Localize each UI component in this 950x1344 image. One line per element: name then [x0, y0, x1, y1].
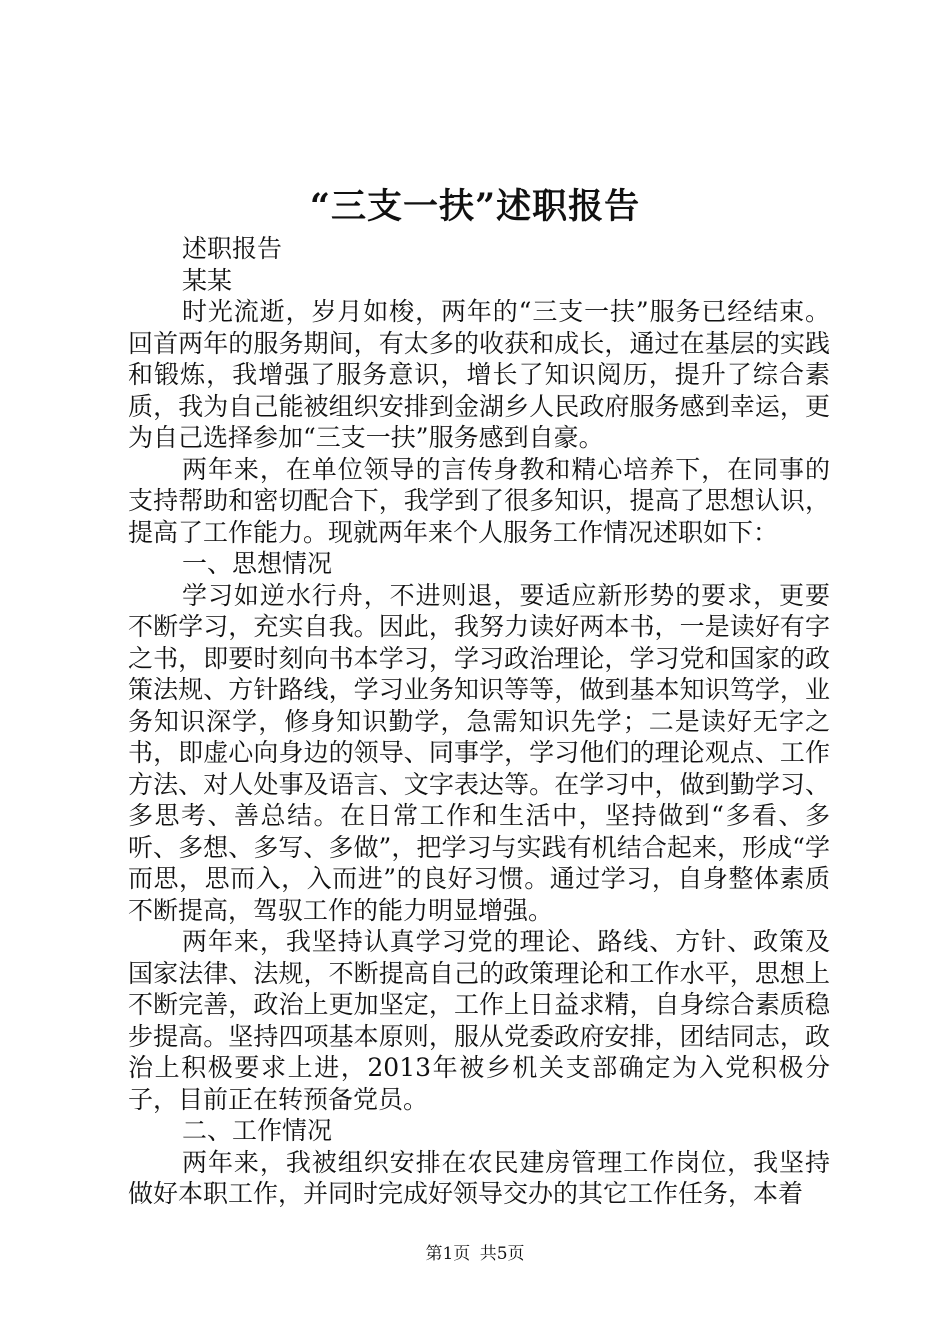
- paragraph-politics: 两年来，我坚持认真学习党的理论、路线、方针、政策及国家法律、法规，不断提高自己的政策理论和工作水平，思想上不断完善，政治上更加坚定，工作上日益求精，自身综合素质稳步提高。坚持四项基本原则，服从党委政府安排，团结同志，政治上积极要求上进，2013年被乡机关支部确定为入党积极分子，目前正在转预备党员。: [128, 927, 830, 1114]
- paragraph-work: 两年来，我被组织安排在农民建房管理工作岗位，我坚持做好本职工作，并同时完成好领导交办的其它工作任务，本着: [128, 1147, 830, 1208]
- document-title: “三支一扶”述职报告: [309, 186, 641, 227]
- page-footer: [0, 1243, 950, 1265]
- page-total: 共5页: [479, 1244, 525, 1264]
- paragraph-intro: 时光流逝，岁月如梭，两年的“三支一扶”服务已经结束。回首两年的服务期间，有太多的收获和成长，通过在基层的实践和锻炼，我增强了服务意识，增长了知识阅历，提升了综合素质，我为自己能被组织安排到金湖乡人民政府服务感到幸运，更为自己选择参加“三支一扶”服务感到自豪。: [128, 297, 830, 452]
- section-heading-work: 二、工作情况: [182, 1116, 333, 1145]
- section-heading-thought: 一、思想情况: [182, 549, 333, 578]
- paragraph-overview: 两年来，在单位领导的言传身教和精心培养下，在同事的支持帮助和密切配合下，我学到了很多知识，提高了思想认识，提高了工作能力。现就两年来个人服务工作情况述职如下：: [128, 454, 830, 547]
- paragraph-study: 学习如逆水行舟，不进则退，要适应新形势的要求，更要不断学习，充实自我。因此，我努力读好两本书，一是读好有字之书，即要时刻向书本学习，学习政治理论，学习党和国家的政策法规、方针路线，学习业务知识等等，做到基本知识笃学，业务知识深学，修身知识勤学，急需知识先学；二是读好无字之书，即虚心向身边的领导、同事学，学习他们的理论观点、工作方法、对人处事及语言、文字表达等。在学习中，做到勤学习、多思考、善总结。在日常工作和生活中，坚持做到“多看、多听、多想、多写、多做”，把学习与实践有机结合起来，形成“学而思，思而入，入而进”的良好习惯。通过学习，自身整体素质不断提高，驾驭工作的能力明显增强。: [128, 580, 830, 925]
- page-number: 第1页: [425, 1244, 471, 1264]
- report-subtitle: 述职报告: [182, 234, 283, 263]
- document-body: [128, 233, 830, 1210]
- report-author: 某某: [182, 265, 233, 295]
